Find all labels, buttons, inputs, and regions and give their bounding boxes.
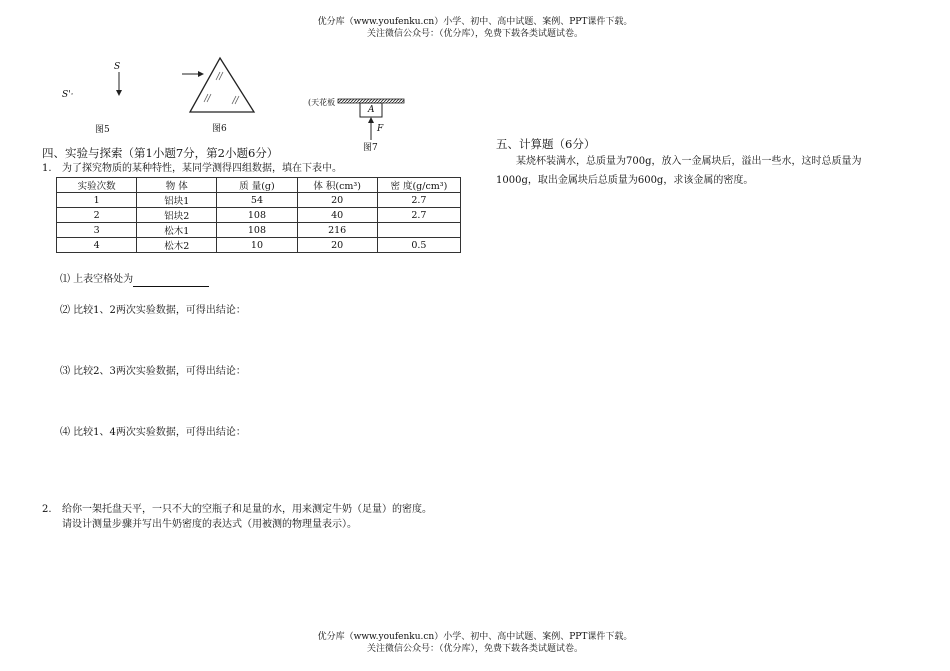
fig7-ceiling-label: (天花板 <box>308 98 336 107</box>
table-header-row <box>57 178 461 193</box>
fig7-block-label: A <box>368 105 375 115</box>
fig5-caption: 图5 <box>95 125 110 135</box>
footer-line-2: 关注微信公众号：（优分库），免费下载各类试题试卷。 <box>366 644 583 654</box>
q2-line-1: 给你一架托盘天平，一只不大的空瓶子和足量的水，用来测定牛奶（足量）的密度。 <box>62 504 432 515</box>
q2-line-2: 请设计测量步骤并写出牛奶密度的表达式（用被测的物理量表示）。 <box>62 519 357 530</box>
section4-title: 四、实验与探索（第1小题7分，第2小题6分） <box>42 146 279 160</box>
table-cell: 2.7 <box>377 193 460 208</box>
table-cell: 2.7 <box>377 208 460 223</box>
table-cell: 108 <box>217 223 297 238</box>
table-cell: 松木1 <box>137 223 217 238</box>
table-cell: 20 <box>297 238 377 253</box>
table-cell: 2 <box>57 208 137 223</box>
header-line-1: 优分库（www.youfenku.cn）小学、初中、高中试题、案例、PPT课件下载。 <box>317 17 633 27</box>
page-footer <box>0 631 950 655</box>
table-row <box>57 238 461 253</box>
table-cell: 216 <box>297 223 377 238</box>
fig5-label-s-prime: S'· <box>62 90 74 100</box>
table-cell-empty <box>377 223 460 238</box>
data-table <box>56 177 461 253</box>
fig7-force-label: F <box>377 124 384 134</box>
section5-problem: 某烧杯装满水，总质量为700g，放入一金属块后，溢出一些水，这时总质量为1000g，取出金属块后总质量为600g，求该金属的密度。 <box>496 156 862 186</box>
table-cell: 20 <box>297 193 377 208</box>
table-cell: 铝块1 <box>137 193 217 208</box>
table-header-cell: 质 量(g) <box>217 178 297 193</box>
table-cell: 54 <box>217 193 297 208</box>
q1-number: 1. <box>42 163 52 174</box>
sub-question-1-text: ⑴ 上表空格处为 <box>60 274 134 285</box>
table-cell: 108 <box>217 208 297 223</box>
sub-question-3: ⑶ 比较2、3两次实验数据，可得出结论： <box>60 366 246 377</box>
fig7-caption: 图7 <box>363 143 378 153</box>
table-header-cell: 体 积(cm³) <box>297 178 377 193</box>
table-cell: 10 <box>217 238 297 253</box>
table-cell: 0.5 <box>377 238 460 253</box>
table-header-cell: 密 度(g/cm³) <box>377 178 460 193</box>
q2-number: 2. <box>42 504 52 515</box>
sub-question-1 <box>60 273 209 287</box>
table-row <box>57 223 461 238</box>
table-header-cell: 物 体 <box>137 178 217 193</box>
page-header <box>0 16 950 40</box>
fig5-arrow <box>112 70 126 98</box>
table-cell: 4 <box>57 238 137 253</box>
table-row <box>57 208 461 223</box>
q1-text: 为了探究物质的某种特性，某同学测得四组数据，填在下表中。 <box>62 163 342 174</box>
table-cell: 1 <box>57 193 137 208</box>
sub-question-2: ⑵ 比较1、2两次实验数据，可得出结论： <box>60 305 246 316</box>
fig5-label-s: S <box>114 62 121 72</box>
fig7-diagram <box>336 96 408 142</box>
fig6-prism <box>180 56 260 114</box>
table-cell: 松木2 <box>137 238 217 253</box>
footer-line-1: 优分库（www.youfenku.cn）小学、初中、高中试题、案例、PPT课件下载。 <box>317 632 633 642</box>
fig6-caption: 图6 <box>212 124 227 134</box>
sub-question-4: ⑷ 比较1、4两次实验数据，可得出结论： <box>60 427 246 438</box>
table-cell: 铝块2 <box>137 208 217 223</box>
table-cell: 40 <box>297 208 377 223</box>
section5-title: 五、计算题（6分） <box>496 137 596 151</box>
header-line-2: 关注微信公众号：（优分库），免费下载各类试题试卷。 <box>366 29 583 39</box>
table-header-cell: 实验次数 <box>57 178 137 193</box>
table-cell: 3 <box>57 223 137 238</box>
answer-blank[interactable] <box>133 276 209 287</box>
table-row <box>57 193 461 208</box>
